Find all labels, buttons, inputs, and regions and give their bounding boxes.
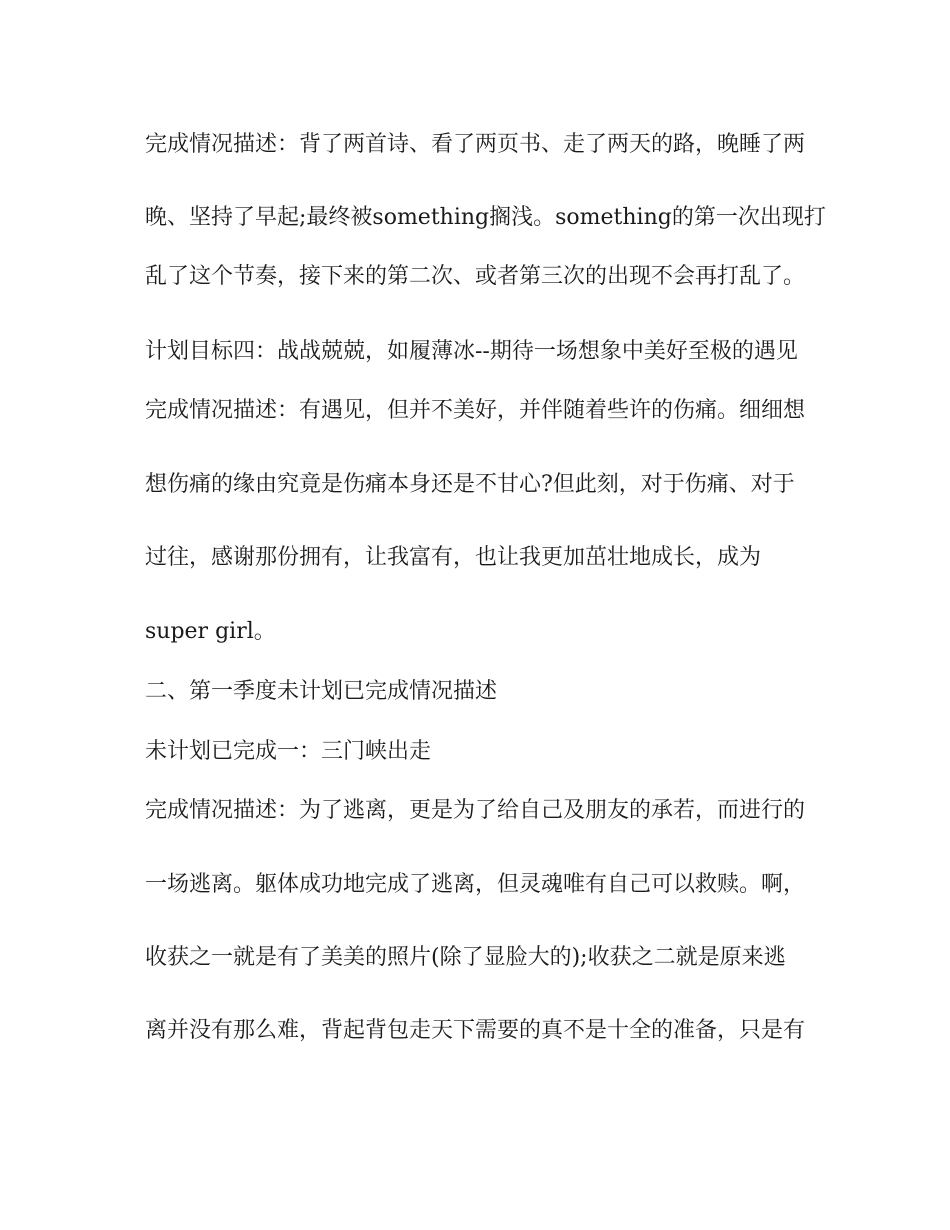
section-heading: 二、第一季度未计划已完成情况描述 (145, 679, 498, 704)
subsection-heading: 未计划已完成一：三门峡出走 (145, 739, 432, 764)
section-heading: 计划目标四：战战兢兢，如履薄冰--期待一场想象中美好至极的遇见 (145, 339, 798, 364)
text-line: 完成情况描述：有遇见，但并不美好，并伴随着些许的伤痛。细细想 (145, 398, 806, 423)
text-line: 乱了这个节奏，接下来的第二次、或者第三次的出现不会再打乱了。 (145, 264, 806, 289)
text-line: 收获之一就是有了美美的照片(除了显脸大的);收获之二就是原来逃 (145, 945, 786, 970)
text-line: 离并没有那么难，背起背包走天下需要的真不是十全的准备，只是有 (145, 1018, 806, 1043)
text-line: 想伤痛的缘由究竟是伤痛本身还是不甘心?但此刻，对于伤痛、对于 (145, 472, 795, 497)
text-line: super girl。 (145, 619, 276, 644)
text-line: 晚、坚持了早起;最终被something搁浅。something的第一次出现打 (145, 205, 826, 230)
text-line: 一场逃离。躯体成功地完成了逃离，但灵魂唯有自己可以救赎。啊， (145, 872, 806, 897)
text-line: 完成情况描述：为了逃离，更是为了给自己及朋友的承若，而进行的 (145, 798, 806, 823)
text-line: 完成情况描述：背了两首诗、看了两页书、走了两天的路，晚睡了两 (145, 132, 806, 157)
text-line: 过往，感谢那份拥有，让我富有，也让我更加茁壮地成长，成为 (145, 545, 762, 570)
